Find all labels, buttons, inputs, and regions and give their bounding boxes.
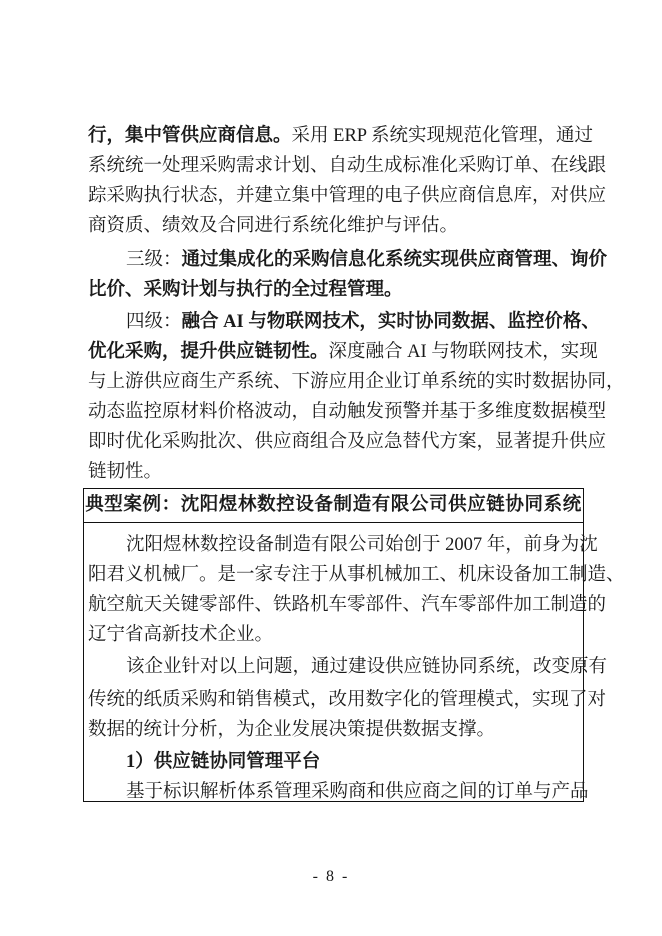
text-segment: 即时优化采购批次、供应商组合及应急替代方案，显著提升供应 (88, 432, 607, 452)
text-line (126, 310, 600, 334)
text-segment: 四级： (126, 312, 182, 332)
text-segment: 商资质、绩效及合同进行系统化维护与评估。 (88, 216, 459, 236)
text-line (88, 214, 580, 238)
bold-text: 1）供应链协同管理平台 (126, 752, 321, 772)
text-line (88, 623, 580, 647)
text-line (88, 370, 625, 394)
bold-text: 行，集中管供应商信息。 (88, 126, 292, 146)
bold-text: 优化采购，提升供应链韧性。 (88, 342, 329, 362)
text-line (88, 124, 594, 148)
text-line (126, 750, 580, 774)
bold-text: 通过集成化的采购信息化系统实现供应商管理、询价 (181, 250, 608, 270)
text-line (88, 154, 607, 178)
text-segment: 基于标识解析体系管理采购商和供应商之间的订单与产品 (126, 782, 589, 802)
text-segment: 该企业针对以上问题，通过建设供应链协同系统，改变原有 (126, 657, 608, 677)
text-segment: 沈阳煜林数控设备制造有限公司始创于 2007 年，前身为沈 (126, 535, 598, 555)
text-segment: 传统的纸质采购和销售模式，改用数字化的管理模式，实现了对 (88, 690, 607, 710)
text-segment: 系统统一处理采购需求计划、自动生成标准化采购订单、在线跟 (88, 156, 607, 176)
text-segment: 阳君义机械厂。是一家专注于从事机械加工、机床设备加工制造、 (88, 565, 625, 585)
text-line (126, 248, 608, 272)
page-number: - 8 - (312, 868, 350, 885)
text-line (88, 340, 598, 364)
text-segment: 数据的统计分析，为企业发展决策提供数据支撑。 (88, 720, 496, 740)
text-segment: 航空航天关键零部件、铁路机车零部件、汽车零部件加工制造的 (88, 595, 607, 615)
text-segment: 三级： (126, 250, 182, 270)
text-segment: 采用 ERP 系统实现规范化管理，通过 (291, 126, 594, 146)
text-line (88, 593, 607, 617)
text-line (88, 400, 607, 424)
text-segment: 深度融合 AI 与物联网技术，实现 (328, 342, 598, 362)
text-segment: 与上游供应商生产系统、下游应用企业订单系统的实时数据协同， (88, 372, 625, 392)
text-segment: 动态监控原材料价格波动，自动触发预警并基于多维度数据模型 (88, 402, 607, 422)
text-line (88, 563, 625, 587)
text-line (88, 688, 607, 712)
text-segment: 踪采购执行状态，并建立集中管理的电子供应商信息库，对供应 (88, 186, 607, 206)
text-line (88, 718, 580, 742)
bold-text: 融合 AI 与物联网技术，实时协同数据、监控价格、 (181, 312, 600, 332)
text-line (88, 184, 607, 208)
case-box-divider (83, 522, 584, 523)
text-line (126, 533, 598, 557)
bold-text: 比价、采购计划与执行的全过程管理。 (88, 280, 403, 300)
text-line (88, 278, 580, 302)
text-line (88, 460, 580, 484)
text-line (126, 780, 589, 804)
case-box-title: 典型案例：沈阳煜林数控设备制造有限公司供应链协同系统 (85, 495, 582, 515)
text-line (88, 430, 607, 454)
text-segment: 辽宁省高新技术企业。 (88, 625, 274, 645)
text-line (126, 655, 608, 679)
text-segment: 链韧性。 (88, 462, 163, 482)
